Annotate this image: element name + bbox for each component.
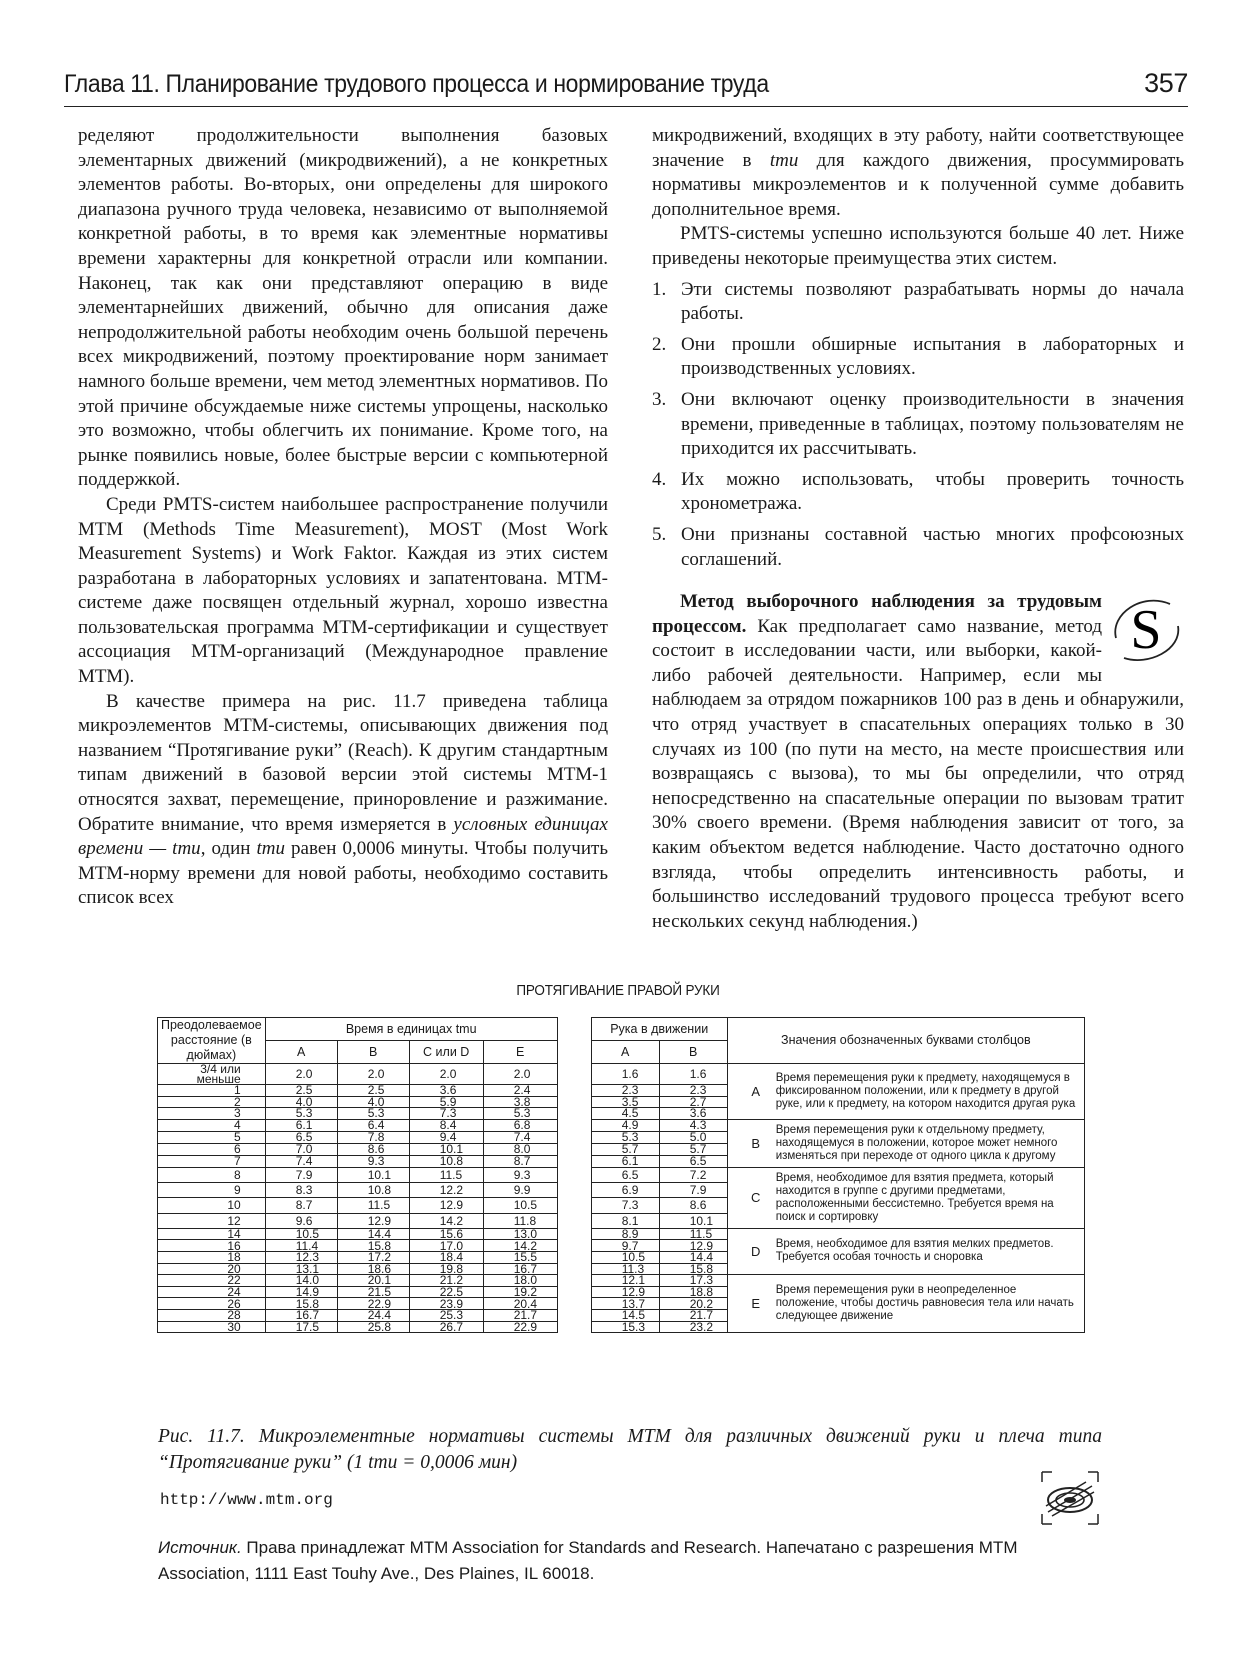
table-cell: 6 — [158, 1143, 266, 1155]
table-cell: 14.4 — [337, 1228, 409, 1240]
table-cell: 2.3 — [659, 1085, 727, 1097]
table-cell: 3.6 — [409, 1085, 483, 1097]
table-cell: 15.6 — [409, 1228, 483, 1240]
spacer-cell — [557, 1183, 591, 1198]
spacer-cell — [557, 1131, 591, 1143]
table-cell: 20 — [158, 1263, 266, 1275]
table-cell: 18.0 — [483, 1275, 557, 1287]
chapter-title: Глава 11. Планирование трудового процесса и нормирование труда — [64, 70, 769, 98]
table-cell: 7.4 — [483, 1131, 557, 1143]
table-cell: 15.8 — [659, 1263, 727, 1275]
tmu-term: tmu — [769, 149, 799, 171]
section-heading: Метод выборочного наблюдения за трудовым процессом. — [652, 591, 1102, 637]
table-cell: 8.4 — [409, 1119, 483, 1131]
table-cell: 3.6 — [659, 1108, 727, 1120]
table-cell: 9.4 — [409, 1131, 483, 1143]
description-letter: C — [750, 1190, 761, 1206]
table-cell: 11.4 — [265, 1240, 337, 1252]
table-cell: 5 — [158, 1131, 266, 1143]
s-margin-icon — [1108, 592, 1184, 666]
table-cell: 1.6 — [591, 1064, 659, 1085]
table-cell: 22.9 — [483, 1321, 557, 1333]
description-letter: E — [751, 1296, 761, 1312]
table-cell: 2.0 — [409, 1064, 483, 1085]
paragraph: Метод выборочного наблюдения за трудовым процессом. Как предполагает само название, метод состоит в исследовании части, или выборки, какой-либо рабочей деятельности. Например, если мы наблюдаем за отрядом пожарников 100 раз в день и обнаружили, что отряд участвует в спасательных операциях только в 30 случаях из 100 (по пути на место, на месте происшествия или возвращаясь с вызова), то мы бы определили, что отряд непосредственно на спасательные операции по вызовам тратит 30% своего времени. (Время наблюдения зависит от того, за каким объектом ведется наблюдение. Часто достаточно одного взгляда, чтобы определить интенсивность работы, и большинство исследований трудового процесса требуют всего нескольких секунд наблюдения.) — [652, 591, 1184, 932]
table-cell: 4.0 — [337, 1096, 409, 1108]
table-cell: 4.3 — [659, 1119, 727, 1131]
paragraph: микродвижений, входящих в эту работу, найти соответствующее значение в tmu для каждого движения, просуммировать нормативы микроэлементов и к полученной сумме добавить дополнительное время. — [652, 125, 1184, 220]
table-cell: 30 — [158, 1321, 266, 1333]
advantage-number: 1. — [652, 278, 667, 300]
table-cell: 14.4 — [659, 1251, 727, 1263]
table-cell: 8.3 — [265, 1183, 337, 1198]
table-cell: 28 — [158, 1309, 266, 1321]
table-cell: 11.3 — [591, 1263, 659, 1275]
advantage-item — [652, 278, 1184, 327]
spacer-cell — [557, 1213, 591, 1228]
table-cell: 17.5 — [265, 1321, 337, 1333]
table-cell: 6.5 — [659, 1155, 727, 1167]
table-cell: 2.0 — [337, 1064, 409, 1085]
advantage-number: 3. — [652, 388, 667, 410]
description-cell — [727, 1064, 1084, 1120]
table-cell: 3 — [158, 1108, 266, 1120]
table-cell: 21.2 — [409, 1275, 483, 1287]
table-cell: 5.3 — [265, 1108, 337, 1120]
table-cell: 12.1 — [591, 1275, 659, 1287]
right-column — [652, 124, 1184, 934]
spacer-cell — [557, 1085, 591, 1097]
table-cell: 6.8 — [483, 1119, 557, 1131]
table-cell: 3/4 или меньше — [158, 1064, 266, 1085]
spacer-cell — [557, 1096, 591, 1108]
table-cell: 19.2 — [483, 1286, 557, 1298]
paragraph: В качестве примера на рис. 11.7 приведена таблица микроэлементов МТМ-системы, описывающих движения под названием “Протягивание руки” (Reach). К другим стандартным типам движений в базовой версии этой системы МТМ-1 относятся захват, перемещение, приноровление и разжимание. Обратите внимание, что время измеряется в условных единицах времени — tmu, один tmu равен 0,0006 минуты. Чтобы получить МТМ-норму времени для новой работы, необходимо составить список всех — [78, 690, 608, 909]
header-hand-b: B — [659, 1041, 727, 1064]
table-cell: 9 — [158, 1183, 266, 1198]
table-cell: 23.9 — [409, 1298, 483, 1310]
table-cell: 5.3 — [591, 1131, 659, 1143]
table-cell: 18.4 — [409, 1251, 483, 1263]
spacer-cell — [557, 1108, 591, 1120]
table-cell: 6.4 — [337, 1119, 409, 1131]
description-text: Время перемещения руки к предмету, находящемуся в фиксированном положении, или к предмету в другой руке, или к предмету, на котором находится другая рука — [775, 1071, 1076, 1110]
spacer-cell — [557, 1263, 591, 1275]
table-cell: 1.6 — [659, 1064, 727, 1085]
description-cell — [727, 1167, 1084, 1228]
table-cell: 9.6 — [265, 1213, 337, 1228]
table-cell: 9.3 — [337, 1155, 409, 1167]
table-cell: 24.4 — [337, 1309, 409, 1321]
page-number: 357 — [1144, 68, 1188, 98]
spacer-cell — [557, 1286, 591, 1298]
description-letter: B — [751, 1135, 761, 1151]
spacer-cell — [557, 1119, 591, 1131]
table-cell: 17.3 — [659, 1275, 727, 1287]
table-cell: 7.9 — [659, 1183, 727, 1198]
advantage-number: 4. — [652, 468, 667, 490]
table-cell: 3.5 — [591, 1096, 659, 1108]
description-letter: D — [750, 1243, 761, 1259]
table-cell: 6.1 — [591, 1155, 659, 1167]
table-cell: 18 — [158, 1251, 266, 1263]
advantage-item — [652, 333, 1184, 382]
table-cell: 7.3 — [591, 1198, 659, 1213]
table-cell: 4.0 — [265, 1096, 337, 1108]
header-hand-a: A — [591, 1041, 659, 1064]
advantage-item — [652, 468, 1184, 517]
table-cell: 22.9 — [337, 1298, 409, 1310]
table-cell: 20.1 — [337, 1275, 409, 1287]
table-cell: 26 — [158, 1298, 266, 1310]
description-text: Время перемещения руки к отдельному предмету, находящемуся в положении, которое может немного изменяться при переходе от одного цикла к другому — [775, 1123, 1058, 1162]
table-cell: 5.7 — [659, 1143, 727, 1155]
paragraph: PMTS-системы успешно используются больше 40 лет. Ниже приведены некоторые преимущества этих систем. — [652, 223, 1184, 269]
table-cell: 7.8 — [337, 1131, 409, 1143]
table-cell: 2.5 — [265, 1085, 337, 1097]
tmu-term: tmu — [256, 838, 285, 860]
table-cell: 2.5 — [337, 1085, 409, 1097]
table-cell: 4.9 — [591, 1119, 659, 1131]
table-cell: 1 — [158, 1085, 266, 1097]
header-hand-group: Рука в движении — [591, 1018, 727, 1041]
table-cell: 11.8 — [483, 1213, 557, 1228]
table-cell: 9.9 — [483, 1183, 557, 1198]
spacer-cell — [557, 1321, 591, 1333]
source-note: Источник. Права принадлежат MTM Association for Standards and Research. Напечатано с разрешения MTM Association, 1111 East Touhy Ave., Des Plaines, IL 60018. — [158, 1538, 1018, 1583]
table-cell: 5.3 — [337, 1108, 409, 1120]
table-cell: 19.8 — [409, 1263, 483, 1275]
advantage-text: Они включают оценку производительности в значения времени, приведенные в таблицах, поэтому пользователям не приходится их рассчитывать. — [681, 388, 1184, 460]
table-cell: 13.1 — [265, 1263, 337, 1275]
table-cell: 9.3 — [483, 1167, 557, 1182]
table-cell: 20.4 — [483, 1298, 557, 1310]
table-cell: 7.0 — [265, 1143, 337, 1155]
description-text: Время, необходимое для взятия предмета, который находится в группе с другими предметами, расположенными бессистемно. Требуется время на поиск и сортировку — [775, 1171, 1054, 1223]
table-cell: 24 — [158, 1286, 266, 1298]
table-cell: 10.8 — [409, 1155, 483, 1167]
table-cell: 11.5 — [409, 1167, 483, 1182]
table-cell: 8 — [158, 1167, 266, 1182]
italic-term: условных единицах времени — tmu — [78, 813, 608, 860]
table-cell: 10.5 — [591, 1251, 659, 1263]
table-cell: 14.0 — [265, 1275, 337, 1287]
description-text: Время перемещения руки в неопределенное положение, чтобы достичь равновесия тела или начать следующее движение — [775, 1284, 1074, 1323]
table-cell: 12.9 — [591, 1286, 659, 1298]
table-cell: 10 — [158, 1198, 266, 1213]
table-cell: 16.7 — [265, 1309, 337, 1321]
table-cell: 12.3 — [265, 1251, 337, 1263]
table-cell: 4 — [158, 1119, 266, 1131]
table-cell: 13.7 — [591, 1298, 659, 1310]
table-cell: 6.5 — [265, 1131, 337, 1143]
header-b: B — [337, 1041, 409, 1064]
s-letter: S — [1130, 599, 1162, 662]
table-cell: 11.5 — [337, 1198, 409, 1213]
table-cell: 12.9 — [409, 1198, 483, 1213]
table-cell: 17.0 — [409, 1240, 483, 1252]
table-cell: 18.6 — [337, 1263, 409, 1275]
table-cell: 6.1 — [265, 1119, 337, 1131]
table-cell: 5.0 — [659, 1131, 727, 1143]
spacer-cell — [557, 1240, 591, 1252]
header-c-or-d: C или D — [409, 1041, 483, 1064]
table-cell: 16 — [158, 1240, 266, 1252]
table-cell: 18.8 — [659, 1286, 727, 1298]
table-cell: 10.5 — [265, 1228, 337, 1240]
table-cell: 3.8 — [483, 1096, 557, 1108]
table-cell: 8.7 — [483, 1155, 557, 1167]
table-cell: 13.0 — [483, 1228, 557, 1240]
table-cell: 16.7 — [483, 1263, 557, 1275]
table-cell: 25.3 — [409, 1309, 483, 1321]
spacer-cell — [557, 1198, 591, 1213]
table-cell: 21.5 — [337, 1286, 409, 1298]
table-cell: 12 — [158, 1213, 266, 1228]
spacer-cell — [557, 1064, 591, 1085]
description-cell — [727, 1275, 1084, 1333]
table-cell: 26.7 — [409, 1321, 483, 1333]
table-cell: 5.9 — [409, 1096, 483, 1108]
table-cell: 7.2 — [659, 1167, 727, 1182]
advantage-item — [652, 523, 1184, 572]
table-cell: 11.5 — [659, 1228, 727, 1240]
table-cell: 4.5 — [591, 1108, 659, 1120]
table-cell: 23.2 — [659, 1321, 727, 1333]
table-cell: 2.0 — [265, 1064, 337, 1085]
table-cell: 10.1 — [409, 1143, 483, 1155]
table-cell: 17.2 — [337, 1251, 409, 1263]
advantage-item — [652, 388, 1184, 462]
figure-title: ПРОТЯГИВАНИЕ ПРАВОЙ РУКИ — [516, 982, 720, 999]
table-cell: 12.9 — [659, 1240, 727, 1252]
table-cell: 7.4 — [265, 1155, 337, 1167]
table-row — [158, 1167, 1085, 1182]
table-cell: 8.9 — [591, 1228, 659, 1240]
table-cell: 10.1 — [337, 1167, 409, 1182]
advantages-list — [652, 278, 1184, 573]
table-cell: 21.7 — [659, 1309, 727, 1321]
table-cell: 14.2 — [409, 1213, 483, 1228]
advantage-text: Они прошли обширные испытания в лабораторных и производственных условиях. — [681, 333, 1184, 380]
table-cell: 21.7 — [483, 1309, 557, 1321]
source-label: Источник. — [158, 1538, 242, 1557]
table-cell: 22.5 — [409, 1286, 483, 1298]
table-cell: 8.6 — [337, 1143, 409, 1155]
page-header — [64, 66, 1188, 107]
spacer-cell — [557, 1167, 591, 1182]
header-distance: Преодолеваемое расстояние (в дюймах) — [158, 1018, 266, 1064]
table-cell: 6.5 — [591, 1167, 659, 1182]
website-link[interactable]: http://www.mtm.org — [160, 1491, 333, 1509]
table-cell: 22 — [158, 1275, 266, 1287]
paragraph: Среди PMTS-систем наибольшее распространение получили МТМ (Methods Time Measurement), MOST (Most Work Measurement Systems) и Work Faktor. Каждая из этих систем разработана в лабораторных условиях и запатентована. МТМ-системе даже посвящен отдельный журнал, хорошо известна пользовательская программа МТМ-сертификации и существует ассоциация МТМ-организаций (Международное правление МТМ). — [78, 493, 608, 688]
left-column — [78, 124, 608, 911]
table-cell: 8.0 — [483, 1143, 557, 1155]
spacer-cell — [557, 1275, 591, 1287]
spacer-cell — [557, 1155, 591, 1167]
table-cell: 2 — [158, 1096, 266, 1108]
table-cell: 2.0 — [483, 1064, 557, 1085]
header-e: E — [483, 1041, 557, 1064]
table-cell: 5.3 — [483, 1108, 557, 1120]
header-a: A — [265, 1041, 337, 1064]
table-cell: 14.5 — [591, 1309, 659, 1321]
spacer-cell — [557, 1309, 591, 1321]
table-cell: 15.5 — [483, 1251, 557, 1263]
description-letter: A — [751, 1083, 761, 1099]
advantage-text: Они признаны составной частью многих профсоюзных соглашений. — [681, 523, 1184, 570]
table-cell: 7.9 — [265, 1167, 337, 1182]
table-cell: 8.7 — [265, 1198, 337, 1213]
advantage-text: Их можно использовать, чтобы проверить точность хронометража. — [681, 468, 1184, 515]
table-cell: 9.7 — [591, 1240, 659, 1252]
table-cell: 2.3 — [591, 1085, 659, 1097]
table-cell: 5.7 — [591, 1143, 659, 1155]
table-cell: 10.1 — [659, 1213, 727, 1228]
advantage-text: Эти системы позволяют разрабатывать нормы до начала работы. — [681, 278, 1184, 325]
web-resource-icon — [1036, 1468, 1104, 1528]
spacer-cell — [557, 1228, 591, 1240]
table-cell: 2.4 — [483, 1085, 557, 1097]
paragraph: ределяют продолжительности выполнения базовых элементарных движений (микродвижений), а не конкретных элементов работы. Во-вторых, они определены для широкого диапазона ручного труда человека, независимо от выполняемой конкретной работы, в то время как элементные нормативы времени характерны для конкретной отрасли или компании. Наконец, так как они представляют операцию в виде элементарнейших движений, обычно для описания даже непродолжительной работы необходим очень большой перечень всех микродвижений, поэтому проектирование норм занимает намного больше времени, чем метод элементных нормативов. По этой причине обсуждаемые ниже системы упрощены, насколько это возможно, чтобы облегчить их понимание. Кроме того, на рынке появились новые, более быстрые версии с компьютерной поддержкой. — [78, 125, 608, 491]
table-cell: 7 — [158, 1155, 266, 1167]
table-cell: 15.8 — [265, 1298, 337, 1310]
table-row — [158, 1064, 1085, 1085]
table-cell: 8.1 — [591, 1213, 659, 1228]
header-desc-group: Значения обозначенных буквами столбцов — [727, 1018, 1084, 1064]
table-cell: 14.9 — [265, 1286, 337, 1298]
table-cell: 8.6 — [659, 1198, 727, 1213]
description-cell — [727, 1119, 1084, 1167]
advantage-number: 5. — [652, 523, 667, 545]
spacer-cell — [557, 1251, 591, 1263]
table-cell: 2.7 — [659, 1096, 727, 1108]
table-cell: 14 — [158, 1228, 266, 1240]
table-cell: 14.2 — [483, 1240, 557, 1252]
table-cell: 15.3 — [591, 1321, 659, 1333]
description-text: Время, необходимое для взятия мелких предметов. Требуется особая точность и сноровка — [775, 1238, 1054, 1264]
table-cell: 15.8 — [337, 1240, 409, 1252]
table-cell: 12.9 — [337, 1213, 409, 1228]
mtm-table — [157, 1017, 1085, 1333]
table-cell: 25.8 — [337, 1321, 409, 1333]
table-cell: 20.2 — [659, 1298, 727, 1310]
spacer-cell — [557, 1143, 591, 1155]
table-cell: 6.9 — [591, 1183, 659, 1198]
table-cell: 12.2 — [409, 1183, 483, 1198]
description-cell — [727, 1228, 1084, 1274]
spacer-cell — [557, 1298, 591, 1310]
header-time-group: Время в единицах tmu — [265, 1018, 557, 1041]
table-cell: 7.3 — [409, 1108, 483, 1120]
table-cell: 10.8 — [337, 1183, 409, 1198]
figure-caption: Рис. 11.7. Микроэлементные нормативы системы МТМ для различных движений руки и плеча типа “Протягивание руки” (1 tmu = 0,0006 мин) — [158, 1426, 1102, 1473]
advantage-number: 2. — [652, 333, 667, 355]
table-cell: 10.5 — [483, 1198, 557, 1213]
